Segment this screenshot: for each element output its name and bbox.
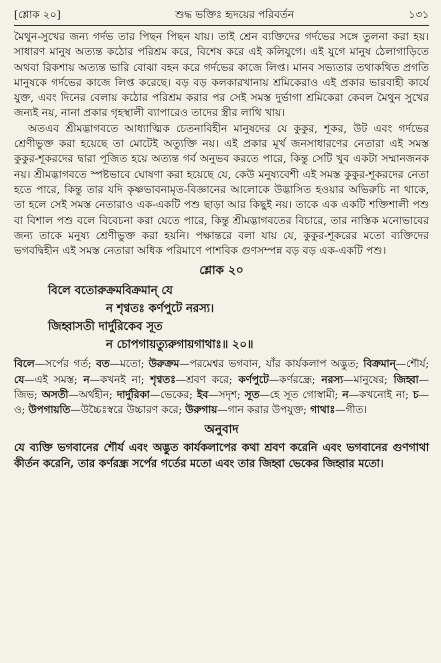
synonym-word: বত (95, 358, 110, 371)
synonym-meaning: —গীত। (335, 404, 367, 417)
synonym-word: উপগায়তি (28, 404, 71, 417)
synonym-word: ন (83, 373, 90, 386)
synonym-meaning: —এই সমস্ত; (24, 373, 84, 386)
synonym-meaning: —শ্রবণ করে; (175, 373, 239, 386)
synonym-word: বিলে (14, 358, 35, 371)
word-for-word-synonyms (14, 357, 429, 418)
synonym-meaning: —সদৃশ; (208, 388, 245, 401)
synonym-meaning: —ভেকের; (149, 388, 197, 401)
synonym-meaning: —অর্থহীন; (68, 388, 117, 401)
page-header (14, 8, 429, 24)
synonym-meaning: —কখনই না; (89, 373, 151, 386)
synonym-meaning: —কর্ণরন্ধ্রে; (268, 373, 322, 386)
page-number: ১৩১ (408, 9, 429, 21)
synonym-meaning: —জিভ; (14, 373, 429, 401)
header-chapter-title: শুদ্ধ ভক্তিঃ হৃদয়ের পরিবর্তন (175, 9, 295, 21)
synonym-word: গাথাঃ (310, 404, 336, 417)
synonym-word: জিহ্বা (393, 373, 419, 386)
synonym-word: উরুক্রম (148, 358, 180, 371)
verse-heading: শ্লোক ২০ (199, 263, 244, 278)
synonym-meaning: —পরমেশ্বর ভগবান, যাঁর কার্যকলাপ অদ্ভুত; (179, 358, 364, 371)
synonym-meaning: —হে সূত গোস্বামী; (259, 388, 343, 401)
synonym-word: চ (412, 388, 419, 401)
synonym-word: ন (342, 388, 349, 401)
synonym-meaning: —গান করার উপযুক্ত; (217, 404, 311, 417)
translation-text: যে ব্যক্তি ভগবানের শৌর্য এবং অদ্ভুত কার্যকলাপের কথা শ্রবণ করেনি এবং ভগবানের গুণগাথা কীর্তন করেনি, তার কর্ণরন্ধ্র সর্পের গর্তের মতো এবং তার জিহ্বা ভেকের জিহ্বার মতো। (14, 441, 429, 470)
header-rule (14, 25, 429, 26)
purport-paragraph-2: অতএব শ্রীমদ্ভাগবতে আধ্যাত্মিক চেতনাবিহীন মানুষদের যে কুকুর, শূকর, উট এবং গর্দভের শ্রেণীভুক্ত করা হয়েছে তা মোটেই অত্যুক্তি নয়। এই প্রকার মূর্খ জনসাধারণের নেতারা এই সমস্ত কুকুর-শূকরদের দ্বারা পূজিত হয়ে অত্যন্ত গর্ব অনুভব করতে পারে, কিন্তু সেটি খুব একটা সম্মানজনক নয়। শ্রীমদ্ভাগবতে স্পষ্টভাবে ঘোষণা করা হয়েছে যে, কেউ মনুষ্যবেশী এই সমস্ত কুকুর-শূকরদের নেতা হতে পারে, কিন্তু তার যদি কৃষ্ণভাবনামৃত-বিজ্ঞানের আলোকে উদ্ভাসিত হওয়ার অভিরুচি না থাকে, তা হলে সেই সমস্ত নেতারাও এক-একটি পশু ছাড়া আর কিছুই নয়। তাকে এক একটি শক্তিশালী পশু বা বিশাল পশু বলে বিবেচনা করা যেতে পারে, কিন্তু শ্রীমদ্ভাগবতের বিচারে, তার নাস্তিক মনোভাবের জন্য তাকে মনুষ্য শ্রেণীভুক্ত করা হয়নি। পক্ষান্তরে বলা যায় যে, কুকুর-শূকরের মতো ব্যক্তিদের ভগবদ্বিহীন এই সমস্ত নেতারা অধিক পরিমাণে পাশবিক গুণসম্পন্ন বড় বড় এক-একটি পশু। (14, 122, 429, 258)
synonym-meaning: —শৌর্য; (395, 358, 429, 371)
synonym-meaning: —মানুষের; (343, 373, 394, 386)
synonym-word: সূত (244, 388, 260, 401)
verse-line-3: জিহ্বাসতী দার্দুরিকেব সূত (48, 319, 163, 334)
verse-line-2: ন শৃণ্বতঃ কর্ণপুটে নরস্য। (106, 301, 214, 316)
synonym-word: নরস্য (321, 373, 344, 386)
synonym-word: উরুগায় (185, 404, 218, 417)
synonym-meaning: —সর্পের গর্ত; (34, 358, 96, 371)
synonym-word: দার্দুরিকা (116, 388, 150, 401)
verse-line-1: বিলে বতোরুক্রমবিক্রমান্ যে (48, 283, 173, 298)
header-verse-ref: [শ্লোক ২০] (14, 9, 61, 21)
synonym-meaning: —কখনোই না; (348, 388, 413, 401)
synonym-meaning: —উচ্চৈঃস্বরে উচ্চারণ করে; (70, 404, 186, 417)
verse-text (14, 281, 429, 353)
synonym-meaning: —ও; (14, 388, 429, 417)
synonym-word: কর্ণপুটে (238, 373, 269, 386)
synonym-word: অসতী (41, 388, 69, 401)
synonym-meaning: —মতো; (109, 358, 149, 371)
synonym-word: ইব (196, 388, 209, 401)
synonym-word: শৃণ্বতঃ (150, 373, 176, 386)
synonym-word: বিক্রমান্ (363, 358, 396, 371)
synonym-word: যে (14, 373, 25, 386)
translation-heading: অনুবাদ (204, 422, 239, 437)
verse-line-4: ন চোপগায়ত্যুরুগায়গাথাঃ॥ ২০॥ (106, 337, 254, 352)
purport-paragraph-1: মৈথুন-সুখের জন্য গর্দভ তার পিছন পিছন যায়। তাই শ্রেন ব্যক্তিদের গর্দভের সঙ্গে তুলনা করা হয়। সাধারণ মানুষ অত্যন্ত কঠোর পরিশ্রম করে, বিশেষ করে এই কলিযুগে। এই যুগে মানুষ ঠেলাগাড়িতে অথবা রিকশায় অত্যন্ত ভারি বোঝা বহন করে গর্দভের কাজে লিপ্ত। মানব সভ্যতার তথাকথিত প্রগতি মানুষকে গর্দভের কাজে লিপ্ত করেছে। বড় বড় কলকারখানায় শ্রমিকেরাও এই প্রকার ভারবাহী কার্যে যুক্ত, এবং দিনের বেলায় কঠোর পরিশ্রম করার পর সেই সমস্ত দুর্ভাগা শ্রমিকেরা কেবল মৈথুন সুখের জন্যই নয়, নানা প্রকার গৃহস্থালী ব্যাপারেও তাদের স্ত্রীর লাথি খায়। (14, 31, 429, 120)
